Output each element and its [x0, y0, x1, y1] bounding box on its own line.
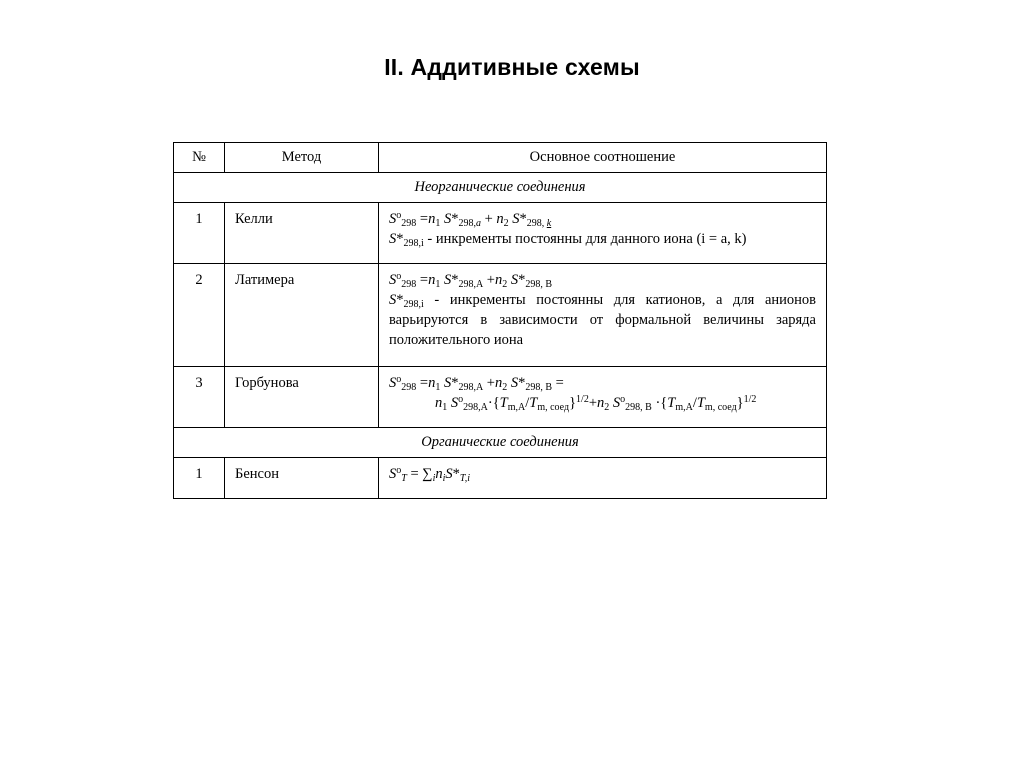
page-title: II. Аддитивные схемы — [384, 54, 640, 80]
row-relation — [379, 367, 827, 428]
kelly-description-text: - инкременты постоянны для данного иона (i = a, k) — [427, 231, 747, 247]
kelly-description: $S*_{298,i}$ - инкременты постоянны для данного иона (i = a, k) — [389, 231, 747, 249]
section-title-organic: Органические соединения — [174, 428, 827, 458]
kelly-formula: $S^o_{298} =n_1$ $S*_{298,a} + n_2$ $S*_{298, k}$ — [389, 210, 552, 229]
latimer-description-text: - инкременты постоянны для катионов, а для анионов варьируются в зависимости от формальной величины заряда положительного иона — [389, 292, 816, 348]
additive-schemes-table — [173, 142, 827, 499]
gorbunov-formula-line1: $S^o_{298} =n_1$ $S*_{298,A} +n_2$ $S*_{298, B}$ = — [389, 374, 564, 393]
table-row-kelly — [174, 203, 827, 264]
row-method: Бенсон — [225, 458, 379, 499]
header-method: Метод — [225, 143, 379, 173]
header-relation: Основное соотношение — [379, 143, 827, 173]
section-row-inorganic — [174, 173, 827, 203]
row-number: 1 — [174, 203, 225, 264]
row-number: 2 — [174, 264, 225, 367]
row-relation — [379, 264, 827, 367]
table-row-gorbunov — [174, 367, 827, 428]
row-method: Латимера — [225, 264, 379, 367]
row-number: 3 — [174, 367, 225, 428]
row-method: Горбунова — [225, 367, 379, 428]
benson-formula: $S^o_T = \sum_in_iS*_{T,i}$ — [389, 465, 470, 484]
section-row-organic — [174, 428, 827, 458]
latimer-description: $S*_{298,i}$ - инкременты постоянны для катионов, а для анионов варьируются в зависимости от формальной величины заряда положительного иона — [389, 292, 816, 348]
row-relation — [379, 203, 827, 264]
row-method: Келли — [225, 203, 379, 264]
row-relation — [379, 458, 827, 499]
header-row — [174, 143, 827, 173]
table-row-benson — [174, 458, 827, 499]
gorbunov-formula-line2: $n_1$ $S^o_{298,A}\cdot\{T_{m,A}/T_{m, соед}\}^{1/2}+n_2$ $S^o_{298, B} \cdot\{T_{m,A}/T_{m, соед}\}^{1/2}$ — [435, 394, 757, 413]
section-title-inorganic: Неорганические соединения — [174, 173, 827, 203]
header-number: № — [174, 143, 225, 173]
latimer-formula: $S^o_{298} =n_1$ $S*_{298,A} +n_2$ $S*_{298, B}$ — [389, 271, 553, 290]
table-row-latimer — [174, 264, 827, 367]
row-number: 1 — [174, 458, 225, 499]
